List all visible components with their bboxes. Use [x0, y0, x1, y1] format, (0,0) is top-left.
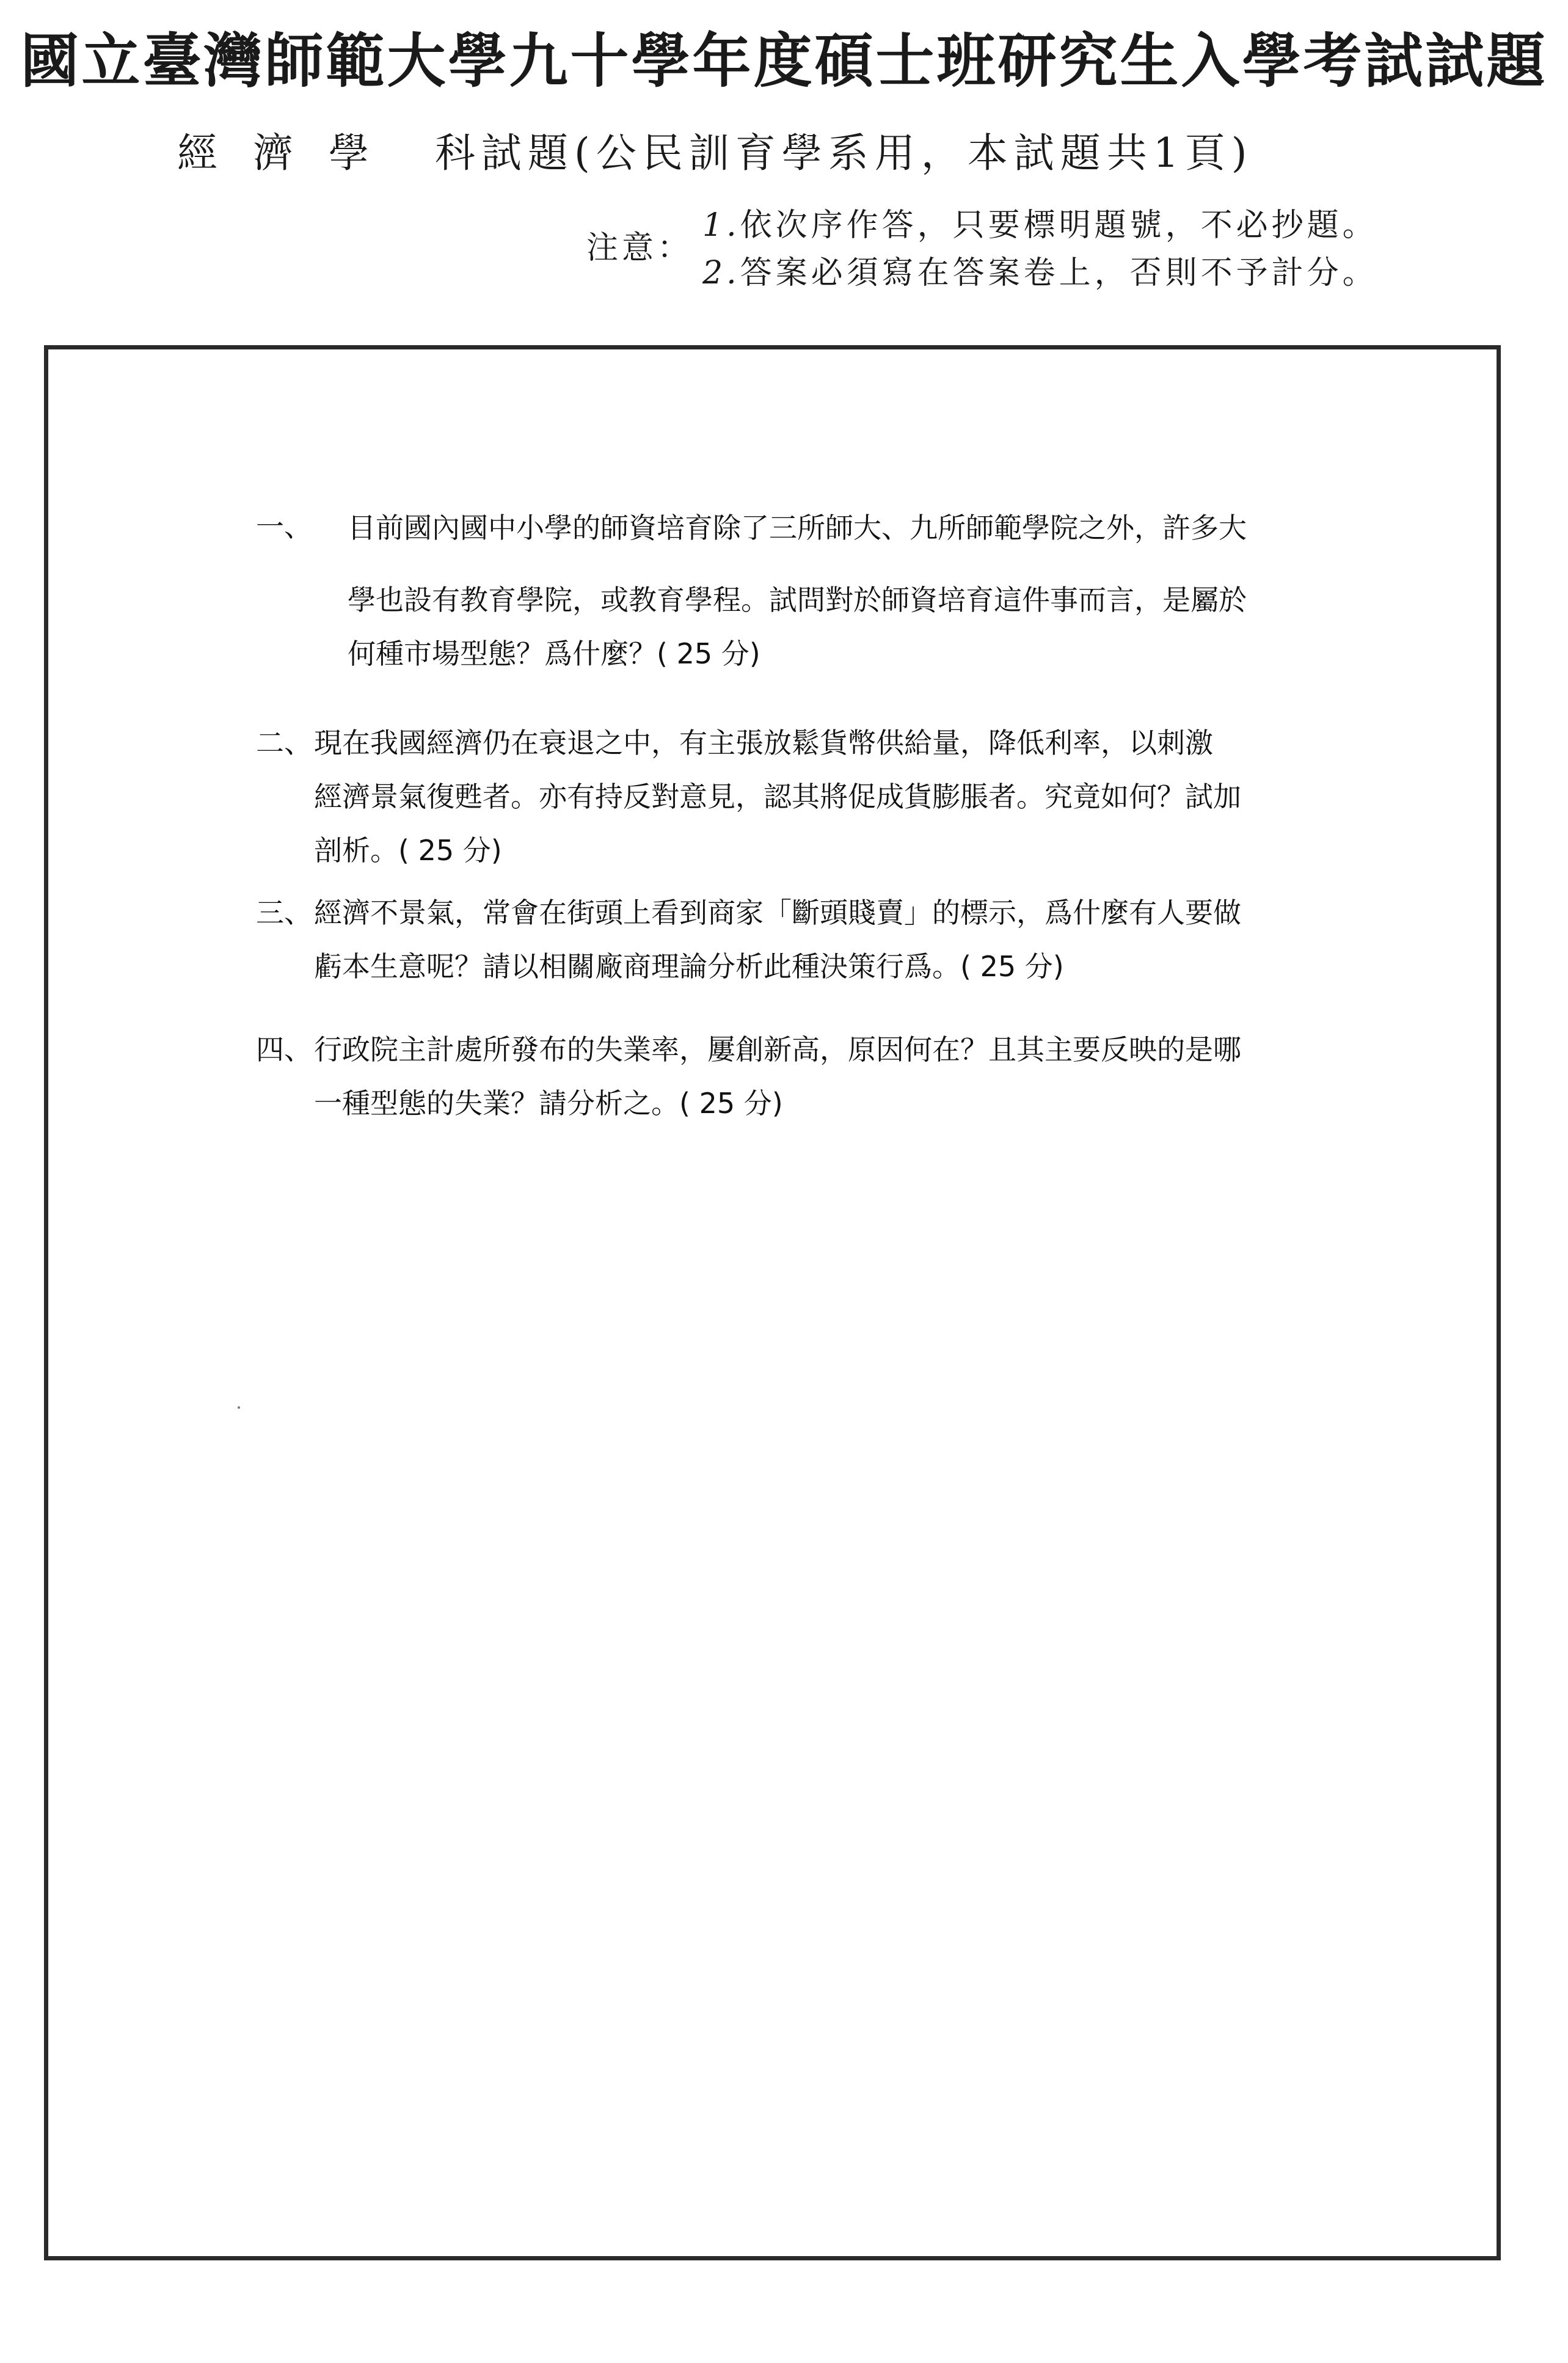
- exam-title: 國立臺灣師範大學九十學年度碩士班研究生入學考試試題: [20, 26, 1548, 95]
- note-item: [702, 249, 1378, 297]
- question-number: 三、: [256, 896, 312, 929]
- question-body: [314, 886, 1241, 993]
- question-line: 學也設有教育學院，或教育學程。試問對於師資培育這件事而言，是屬於: [348, 583, 1247, 616]
- notes-label: 注意：: [586, 230, 693, 266]
- question-frame: [44, 345, 1501, 2260]
- question-line: 目前國內國中小學的師資培育除了三所師大、九所師範學院之外，許多大: [348, 511, 1247, 544]
- subject-name: 經濟學: [177, 130, 404, 177]
- note-item: [702, 202, 1378, 249]
- notes-list: [702, 202, 1378, 297]
- question-line: 剖析。( 25 分): [314, 834, 502, 867]
- question-line: 經濟不景氣，常會在街頭上看到商家「斷頭賤賣」的標示，爲什麼有人要做: [314, 896, 1241, 929]
- question-number: 一、: [256, 510, 312, 543]
- question-body: [314, 716, 1241, 877]
- question-body: [348, 501, 1247, 681]
- question-body: [314, 1023, 1241, 1130]
- question-line: 一種型態的失業？請分析之。( 25 分): [314, 1087, 783, 1120]
- question-line: 經濟景氣復甦者。亦有持反對意見，認其將促成貨膨脹者。究竟如何？試加: [314, 780, 1241, 813]
- subject-line: [177, 120, 1253, 187]
- note-number: 1.: [702, 207, 740, 244]
- question-line: 虧本生意呢？請以相關廠商理論分析此種決策行爲。( 25 分): [314, 950, 1064, 983]
- question-number: 四、: [256, 1033, 312, 1066]
- question-line: 何種市場型態？爲什麼？( 25 分): [348, 637, 760, 670]
- question-number: 二、: [256, 726, 312, 759]
- question-line: 現在我國經濟仍在衰退之中，有主張放鬆貨幣供給量，降低利率，以刺激: [314, 726, 1213, 759]
- question-line: 行政院主計處所發布的失業率，屢創新高，原因何在？且其主要反映的是哪: [314, 1033, 1241, 1066]
- subject-suffix: 科試題(公民訓育學系用，本試題共1頁): [435, 130, 1253, 177]
- note-number: 2.: [702, 255, 740, 291]
- scan-speck: [238, 1406, 240, 1409]
- note-text: 答案必須寫在答案卷上，否則不予計分。: [740, 255, 1378, 291]
- note-text: 依次序作答，只要標明題號，不必抄題。: [740, 207, 1378, 244]
